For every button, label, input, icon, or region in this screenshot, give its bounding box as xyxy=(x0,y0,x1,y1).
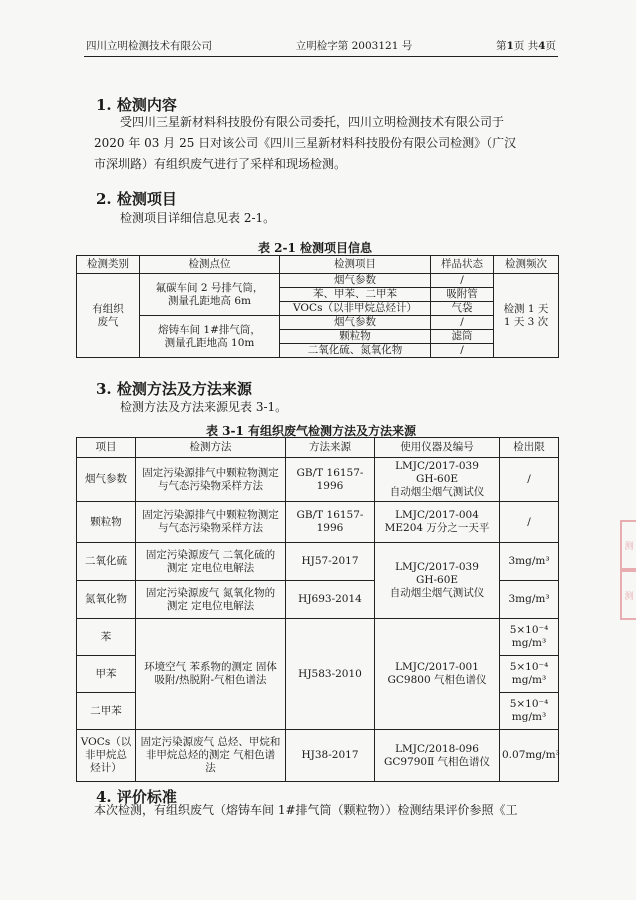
item-cell: 烟气参数 xyxy=(280,316,431,330)
state-cell: 吸附管 xyxy=(431,288,494,302)
frequency-cell: 检测 1 天 1 天 3 次 xyxy=(494,274,559,358)
point-cell: 熔铸车间 1#排气筒， 测量孔距地高 10m xyxy=(140,316,280,358)
category-cell: 有组织 废气 xyxy=(77,274,140,358)
item-cell: 苯 xyxy=(77,619,136,656)
item-cell: 二氧化硫 xyxy=(77,543,136,581)
method-cell: 环境空气 苯系物的测定 固体 吸附/热脱附-气相色谱法 xyxy=(136,619,286,730)
method-cell: 固定污染源废气 二氧化硫的 测定 定电位电解法 xyxy=(136,543,286,581)
table-row xyxy=(77,619,559,656)
table-2-1-caption: 表 2-1 检测项目信息 xyxy=(258,241,373,255)
section-3-title: 3. 检测方法及方法来源 xyxy=(96,380,252,398)
point-cell: 氟碳车间 2 号排气筒， 测量孔距地高 6m xyxy=(140,274,280,316)
item-cell: VOCs（以 非甲烷总 烃计） xyxy=(77,730,136,782)
method-cell: 固定污染源排气中颗粒物测定 与气态污染物采样方法 xyxy=(136,458,286,502)
source-cell: HJ583-2010 xyxy=(286,619,375,730)
item-cell: VOCs（以非甲烷总烃计） xyxy=(280,302,431,316)
seal-stamp-fragment: 测 xyxy=(620,570,636,620)
table-3-1-header-row xyxy=(77,438,559,458)
instrument-cell: LMJC/2017-039 GH-60E 自动烟尘烟气测试仪 xyxy=(375,543,500,619)
table-2-1-header-row xyxy=(77,256,559,274)
item-cell: 烟气参数 xyxy=(77,458,136,502)
item-cell: 甲苯 xyxy=(77,656,136,693)
header-report-no: 立明检字第 2003121 号 xyxy=(295,40,413,52)
section-2-intro: 检测项目详细信息见表 2-1。 xyxy=(120,211,276,225)
table-3-1-header: 检测方法 xyxy=(136,438,286,458)
table-2-1-header: 检测点位 xyxy=(140,256,280,274)
source-cell: HJ57-2017 xyxy=(286,543,375,581)
table-row xyxy=(77,730,559,782)
table-3-1-header: 检出限 xyxy=(500,438,559,458)
limit-cell: / xyxy=(500,458,559,502)
table-2-1-header: 样品状态 xyxy=(431,256,494,274)
limit-cell: / xyxy=(500,502,559,543)
section-4-title: 4. 评价标准 xyxy=(96,788,177,806)
limit-cell: 5×10⁻⁴ mg/m³ xyxy=(500,619,559,656)
source-cell: HJ693-2014 xyxy=(286,581,375,619)
section-1-title: 1. 检测内容 xyxy=(96,96,177,114)
table-3-1-caption: 表 3-1 有组织废气检测方法及方法来源 xyxy=(206,424,417,438)
table-row xyxy=(77,543,559,581)
limit-cell: 3mg/m³ xyxy=(500,543,559,581)
state-cell: / xyxy=(431,344,494,358)
table-row xyxy=(77,458,559,502)
table-3-1-header: 使用仪器及编号 xyxy=(375,438,500,458)
limit-cell: 0.07mg/m³ xyxy=(500,730,559,782)
section-1-line-3: 市深圳路）有组织废气进行了采样和现场检测。 xyxy=(94,157,347,171)
method-cell: 固定污染源排气中颗粒物测定 与气态污染物采样方法 xyxy=(136,502,286,543)
table-2-1-header: 检测项目 xyxy=(280,256,431,274)
state-cell: / xyxy=(431,316,494,330)
instrument-cell: LMJC/2018-096 GC9790Ⅱ 气相色谱仪 xyxy=(375,730,500,782)
method-cell: 固定污染源废气 总烃、甲烷和 非甲烷总烃的测定 气相色谱 法 xyxy=(136,730,286,782)
header-rule xyxy=(84,56,558,57)
table-2-1-header: 检测频次 xyxy=(494,256,559,274)
section-1-line-2: 2020 年 03 月 25 日对该公司《四川三星新材料科技股份有限公司检测》（广汉 xyxy=(94,136,517,150)
instrument-cell: LMJC/2017-039 GH-60E 自动烟尘烟气测试仪 xyxy=(375,458,500,502)
table-row xyxy=(77,316,559,330)
instrument-cell: LMJC/2017-001 GC9800 气相色谱仪 xyxy=(375,619,500,730)
limit-cell: 5×10⁻⁴ mg/m³ xyxy=(500,656,559,693)
table-row xyxy=(77,274,559,288)
source-cell: GB/T 16157-1996 xyxy=(286,502,375,543)
item-cell: 烟气参数 xyxy=(280,274,431,288)
method-cell: 固定污染源废气 氮氧化物的 测定 定电位电解法 xyxy=(136,581,286,619)
source-cell: HJ38-2017 xyxy=(286,730,375,782)
item-cell: 二甲苯 xyxy=(77,693,136,730)
source-cell: GB/T 16157-1996 xyxy=(286,458,375,502)
item-cell: 颗粒物 xyxy=(77,502,136,543)
item-cell: 苯、甲苯、二甲苯 xyxy=(280,288,431,302)
table-3-1-header: 项目 xyxy=(77,438,136,458)
item-cell: 颗粒物 xyxy=(280,330,431,344)
item-cell: 二氧化硫、氮氧化物 xyxy=(280,344,431,358)
limit-cell: 3mg/m³ xyxy=(500,581,559,619)
section-4-line-1: 本次检测，有组织废气（熔铸车间 1#排气筒（颗粒物））检测结果评价参照《工 xyxy=(94,803,518,817)
section-3-intro: 检测方法及方法来源见表 3-1。 xyxy=(120,400,288,414)
table-2-1-header: 检测类别 xyxy=(77,256,140,274)
state-cell: 滤筒 xyxy=(431,330,494,344)
seal-stamp-fragment: 测 xyxy=(620,520,636,570)
header-page-number: 第1页 共4页 xyxy=(496,40,556,52)
instrument-cell: LMJC/2017-004 ME204 万分之一天平 xyxy=(375,502,500,543)
item-cell: 氮氧化物 xyxy=(77,581,136,619)
table-row xyxy=(77,502,559,543)
state-cell: / xyxy=(431,274,494,288)
page-header xyxy=(86,38,556,53)
section-2-title: 2. 检测项目 xyxy=(96,190,177,208)
table-2-1 xyxy=(76,255,559,358)
header-company: 四川立明检测技术有限公司 xyxy=(86,40,212,52)
limit-cell: 5×10⁻⁴ mg/m³ xyxy=(500,693,559,730)
section-1-line-1: 受四川三星新材料科技股份有限公司委托，四川立明检测技术有限公司于 xyxy=(120,115,505,129)
table-3-1-header: 方法来源 xyxy=(286,438,375,458)
table-3-1 xyxy=(76,437,559,782)
state-cell: 气袋 xyxy=(431,302,494,316)
